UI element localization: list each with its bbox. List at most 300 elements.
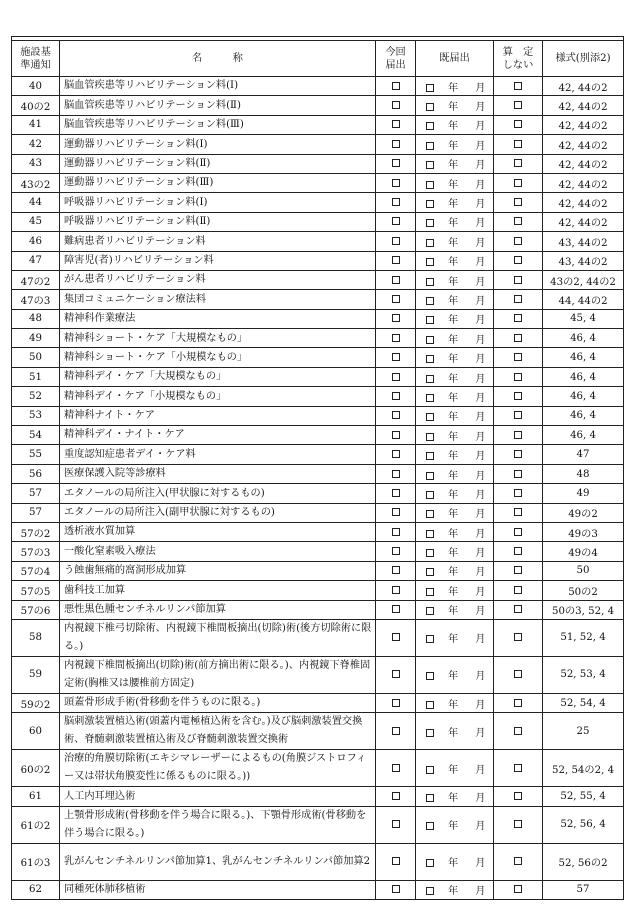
table-row (12, 290, 624, 309)
not-calculated-cell (494, 806, 543, 843)
format-cell: 52, 56の2 (543, 843, 624, 880)
already-filed-cell (416, 406, 494, 425)
already-filed-checkbox[interactable] (426, 181, 434, 189)
not-calculated-cell (494, 406, 543, 425)
month-label: 月 (475, 121, 486, 133)
current-filing-checkbox[interactable] (392, 276, 400, 284)
standard-no-cell: 52 (12, 387, 60, 406)
format-cell: 46, 4 (543, 406, 624, 425)
current-filing-cell (376, 656, 416, 693)
item-name-cell: 脳血管疾患等リハビリテーション料(Ⅲ) (60, 115, 376, 134)
year-label: 年 (448, 354, 459, 366)
current-filing-cell (376, 406, 416, 425)
format-cell: 46, 4 (543, 329, 624, 348)
not-calculated-cell (494, 309, 543, 328)
table-row (12, 154, 624, 173)
standard-no-cell: 47の3 (12, 290, 60, 309)
not-calculated-checkbox[interactable] (514, 411, 522, 419)
not-calculated-checkbox[interactable] (514, 353, 522, 361)
already-filed-checkbox[interactable] (426, 491, 434, 499)
month-label: 月 (475, 199, 486, 211)
not-calculated-checkbox[interactable] (514, 450, 522, 458)
already-filed-checkbox[interactable] (426, 530, 434, 538)
current-filing-checkbox[interactable] (392, 334, 400, 342)
table-row (12, 406, 624, 425)
already-filed-cell (416, 270, 494, 289)
month-label: 月 (475, 82, 486, 94)
header-not-calculated (494, 41, 543, 77)
already-filed-cell (416, 426, 494, 445)
item-name-cell: 上顎骨形成術(骨移動を伴う場合に限る。)、下顎骨形成術(骨移動を伴う場合に限る。) (60, 806, 376, 843)
current-filing-checkbox[interactable] (392, 885, 400, 893)
standard-no-cell: 62 (12, 880, 60, 899)
current-filing-cell (376, 193, 416, 212)
format-cell: 42, 44の2 (543, 173, 624, 192)
month-label: 月 (475, 276, 486, 288)
current-filing-checkbox[interactable] (392, 140, 400, 148)
already-filed-checkbox[interactable] (426, 472, 434, 480)
current-filing-cell (376, 173, 416, 192)
format-cell: 49の3 (543, 522, 624, 541)
year-label: 年 (448, 315, 459, 327)
item-name-cell: 運動器リハビリテーション料(Ⅲ) (60, 173, 376, 192)
standard-no-cell: 46 (12, 232, 60, 251)
already-filed-checkbox[interactable] (426, 413, 434, 421)
current-filing-checkbox[interactable] (392, 699, 400, 707)
not-calculated-cell (494, 522, 543, 541)
current-filing-checkbox[interactable] (392, 727, 400, 735)
current-filing-checkbox[interactable] (392, 353, 400, 361)
format-cell: 42, 44の2 (543, 115, 624, 134)
table-row (12, 329, 624, 348)
month-label: 月 (475, 334, 486, 346)
not-calculated-checkbox[interactable] (514, 295, 522, 303)
not-calculated-cell (494, 750, 543, 787)
already-filed-checkbox[interactable] (426, 336, 434, 344)
not-calculated-cell (494, 193, 543, 212)
year-label: 年 (448, 237, 459, 249)
not-calculated-cell (494, 135, 543, 154)
not-calculated-checkbox[interactable] (514, 120, 522, 128)
table-row (12, 656, 624, 693)
item-name-cell: 集団コミュニケーション療法料 (60, 290, 376, 309)
standard-no-cell: 60 (12, 713, 60, 750)
current-filing-cell (376, 843, 416, 880)
already-filed-checkbox[interactable] (426, 219, 434, 227)
already-filed-checkbox[interactable] (426, 161, 434, 169)
month-label: 月 (475, 431, 486, 443)
year-label: 年 (448, 470, 459, 482)
already-filed-cell (416, 619, 494, 656)
current-filing-checkbox[interactable] (392, 256, 400, 264)
month-label: 月 (475, 509, 486, 521)
facility-standards-table (11, 36, 624, 900)
not-calculated-cell (494, 445, 543, 464)
month-label: 月 (475, 821, 486, 833)
standard-no-cell: 48 (12, 309, 60, 328)
standard-no-cell: 57 (12, 484, 60, 503)
not-calculated-cell (494, 232, 543, 251)
already-filed-cell (416, 212, 494, 231)
already-filed-cell (416, 656, 494, 693)
year-label: 年 (448, 82, 459, 94)
not-calculated-cell (494, 96, 543, 115)
already-filed-checkbox[interactable] (426, 103, 434, 111)
standard-no-cell: 53 (12, 406, 60, 425)
already-filed-cell (416, 329, 494, 348)
header-not-calculated-line2: しない (502, 59, 534, 71)
already-filed-checkbox[interactable] (426, 316, 434, 324)
month-label: 月 (475, 218, 486, 230)
already-filed-cell (416, 348, 494, 367)
standard-no-cell: 45 (12, 212, 60, 231)
not-calculated-checkbox[interactable] (514, 547, 522, 555)
not-calculated-checkbox[interactable] (514, 489, 522, 497)
not-calculated-checkbox[interactable] (514, 633, 522, 641)
standard-no-cell: 41 (12, 115, 60, 134)
year-label: 年 (448, 295, 459, 307)
not-calculated-cell (494, 713, 543, 750)
not-calculated-checkbox[interactable] (514, 198, 522, 206)
year-label: 年 (448, 412, 459, 424)
not-calculated-checkbox[interactable] (514, 764, 522, 772)
not-calculated-cell (494, 561, 543, 580)
month-label: 月 (475, 237, 486, 249)
not-calculated-checkbox[interactable] (514, 820, 522, 828)
table-row (12, 522, 624, 541)
table-row (12, 426, 624, 445)
already-filed-cell (416, 600, 494, 619)
not-calculated-cell (494, 464, 543, 483)
header-current-filing-line1: 今回 (385, 46, 406, 58)
current-filing-checkbox[interactable] (392, 217, 400, 225)
current-filing-cell (376, 290, 416, 309)
not-calculated-cell (494, 656, 543, 693)
standard-no-cell: 42 (12, 135, 60, 154)
current-filing-checkbox[interactable] (392, 431, 400, 439)
current-filing-cell (376, 693, 416, 712)
not-calculated-checkbox[interactable] (514, 508, 522, 516)
already-filed-cell (416, 77, 494, 96)
not-calculated-cell (494, 880, 543, 899)
current-filing-cell (376, 348, 416, 367)
already-filed-checkbox[interactable] (426, 433, 434, 441)
item-name-cell: 乳がんセンチネルリンパ節加算1、乳がんセンチネルリンパ節加算2 (60, 843, 376, 880)
current-filing-checkbox[interactable] (392, 411, 400, 419)
not-calculated-checkbox[interactable] (514, 857, 522, 865)
format-cell: 52, 54の2, 4 (543, 750, 624, 787)
not-calculated-cell (494, 581, 543, 600)
already-filed-checkbox[interactable] (426, 766, 434, 774)
current-filing-checkbox[interactable] (392, 792, 400, 800)
not-calculated-cell (494, 484, 543, 503)
not-calculated-checkbox[interactable] (514, 373, 522, 381)
current-filing-checkbox[interactable] (392, 764, 400, 772)
table-row (12, 173, 624, 192)
current-filing-cell (376, 713, 416, 750)
item-name-cell: 精神科デイ・ケア「小規模なもの」 (60, 387, 376, 406)
year-label: 年 (448, 586, 459, 598)
already-filed-checkbox[interactable] (426, 84, 434, 92)
already-filed-checkbox[interactable] (426, 859, 434, 867)
not-calculated-checkbox[interactable] (514, 237, 522, 245)
not-calculated-checkbox[interactable] (514, 392, 522, 400)
month-label: 月 (475, 451, 486, 463)
item-name-cell: 運動器リハビリテーション料(Ⅱ) (60, 154, 376, 173)
not-calculated-checkbox[interactable] (514, 179, 522, 187)
not-calculated-cell (494, 329, 543, 348)
item-name-cell: 同種死体肺移植術 (60, 880, 376, 899)
item-name-cell: 重度認知症患者デイ・ケア料 (60, 445, 376, 464)
format-cell: 50の3, 52, 4 (543, 600, 624, 619)
format-cell: 46, 4 (543, 426, 624, 445)
already-filed-checkbox[interactable] (426, 375, 434, 383)
current-filing-cell (376, 542, 416, 561)
year-label: 年 (448, 858, 459, 870)
month-label: 月 (475, 586, 486, 598)
not-calculated-checkbox[interactable] (514, 727, 522, 735)
standard-no-cell: 40 (12, 77, 60, 96)
month-label: 月 (475, 567, 486, 579)
not-calculated-checkbox[interactable] (514, 885, 522, 893)
not-calculated-checkbox[interactable] (514, 140, 522, 148)
already-filed-checkbox[interactable] (426, 510, 434, 518)
year-label: 年 (448, 886, 459, 898)
format-cell: 50 (543, 561, 624, 580)
table-row (12, 387, 624, 406)
not-calculated-checkbox[interactable] (514, 670, 522, 678)
header-current-filing-line2: 届出 (385, 59, 406, 71)
not-calculated-checkbox[interactable] (514, 470, 522, 478)
format-cell: 43の2, 44の2 (543, 270, 624, 289)
current-filing-checkbox[interactable] (392, 314, 400, 322)
not-calculated-checkbox[interactable] (514, 586, 522, 594)
not-calculated-checkbox[interactable] (514, 605, 522, 613)
current-filing-checkbox[interactable] (392, 82, 400, 90)
already-filed-checkbox[interactable] (426, 607, 434, 615)
already-filed-cell (416, 154, 494, 173)
table-row (12, 843, 624, 880)
already-filed-checkbox[interactable] (426, 887, 434, 895)
standard-no-cell: 43の2 (12, 173, 60, 192)
year-label: 年 (448, 102, 459, 114)
format-cell: 49の2 (543, 503, 624, 522)
current-filing-checkbox[interactable] (392, 528, 400, 536)
header-standard-no-line2: 準通知 (20, 59, 51, 71)
already-filed-checkbox[interactable] (426, 200, 434, 208)
already-filed-checkbox[interactable] (426, 701, 434, 709)
item-name-cell: 内視鏡下椎弓切除術、内視鏡下椎間板摘出(切除)術(後方切除術に限る。) (60, 619, 376, 656)
already-filed-cell (416, 806, 494, 843)
current-filing-checkbox[interactable] (392, 605, 400, 613)
format-cell: 51, 52, 4 (543, 619, 624, 656)
not-calculated-cell (494, 290, 543, 309)
not-calculated-checkbox[interactable] (514, 566, 522, 574)
month-label: 月 (475, 373, 486, 385)
current-filing-cell (376, 503, 416, 522)
year-label: 年 (448, 793, 459, 805)
item-name-cell: 呼吸器リハビリテーション料(Ⅱ) (60, 212, 376, 231)
already-filed-checkbox[interactable] (426, 822, 434, 830)
table-row (12, 750, 624, 787)
already-filed-cell (416, 484, 494, 503)
table-row (12, 693, 624, 712)
current-filing-checkbox[interactable] (392, 120, 400, 128)
format-cell: 50の2 (543, 581, 624, 600)
current-filing-checkbox[interactable] (392, 237, 400, 245)
current-filing-checkbox[interactable] (392, 508, 400, 516)
header-not-calculated-line1: 算 定 (502, 46, 534, 58)
already-filed-cell (416, 561, 494, 580)
not-calculated-checkbox[interactable] (514, 101, 522, 109)
not-calculated-checkbox[interactable] (514, 217, 522, 225)
month-label: 月 (475, 489, 486, 501)
not-calculated-checkbox[interactable] (514, 528, 522, 536)
already-filed-checkbox[interactable] (426, 142, 434, 150)
standard-no-cell: 61の2 (12, 806, 60, 843)
already-filed-checkbox[interactable] (426, 588, 434, 596)
current-filing-checkbox[interactable] (392, 547, 400, 555)
already-filed-checkbox[interactable] (426, 568, 434, 576)
already-filed-checkbox[interactable] (426, 355, 434, 363)
format-cell: 45, 4 (543, 309, 624, 328)
already-filed-checkbox[interactable] (426, 672, 434, 680)
format-cell: 44, 44の2 (543, 290, 624, 309)
current-filing-cell (376, 309, 416, 328)
not-calculated-checkbox[interactable] (514, 792, 522, 800)
format-cell: 42, 44の2 (543, 154, 624, 173)
table-row (12, 232, 624, 251)
already-filed-checkbox[interactable] (426, 297, 434, 305)
not-calculated-checkbox[interactable] (514, 256, 522, 264)
table-row (12, 581, 624, 600)
format-cell: 25 (543, 713, 624, 750)
month-label: 月 (475, 606, 486, 618)
format-cell: 43, 44の2 (543, 232, 624, 251)
table-row (12, 251, 624, 270)
format-cell: 52, 53, 4 (543, 656, 624, 693)
not-calculated-checkbox[interactable] (514, 431, 522, 439)
current-filing-cell (376, 251, 416, 270)
not-calculated-cell (494, 115, 543, 134)
table-row (12, 96, 624, 115)
current-filing-checkbox[interactable] (392, 566, 400, 574)
already-filed-cell (416, 96, 494, 115)
already-filed-checkbox[interactable] (426, 729, 434, 737)
current-filing-checkbox[interactable] (392, 101, 400, 109)
current-filing-checkbox[interactable] (392, 198, 400, 206)
current-filing-cell (376, 581, 416, 600)
not-calculated-cell (494, 387, 543, 406)
item-name-cell: 透析液水質加算 (60, 522, 376, 541)
item-name-cell: 精神科作業療法 (60, 309, 376, 328)
standard-no-cell: 44 (12, 193, 60, 212)
standard-no-cell: 51 (12, 367, 60, 386)
not-calculated-checkbox[interactable] (514, 82, 522, 90)
already-filed-checkbox[interactable] (426, 278, 434, 286)
year-label: 年 (448, 764, 459, 776)
current-filing-cell (376, 270, 416, 289)
not-calculated-checkbox[interactable] (514, 159, 522, 167)
already-filed-checkbox[interactable] (426, 452, 434, 460)
table-row (12, 212, 624, 231)
not-calculated-checkbox[interactable] (514, 699, 522, 707)
already-filed-checkbox[interactable] (426, 122, 434, 130)
current-filing-checkbox[interactable] (392, 489, 400, 497)
not-calculated-checkbox[interactable] (514, 276, 522, 284)
not-calculated-cell (494, 843, 543, 880)
already-filed-checkbox[interactable] (426, 635, 434, 643)
month-label: 月 (475, 392, 486, 404)
format-cell: 42, 44の2 (543, 193, 624, 212)
year-label: 年 (448, 392, 459, 404)
year-label: 年 (448, 489, 459, 501)
month-label: 月 (475, 354, 486, 366)
item-name-cell: 障害児(者)リハビリテーション料 (60, 251, 376, 270)
current-filing-cell (376, 115, 416, 134)
already-filed-checkbox[interactable] (426, 794, 434, 802)
item-name-cell: 内視鏡下椎間板摘出(切除)術(前方摘出術に限る。)、内視鏡下脊椎固定術(胸椎又は腰椎前方固定) (60, 656, 376, 693)
item-name-cell: う蝕歯無痛的窩洞形成加算 (60, 561, 376, 580)
format-cell: 47 (543, 445, 624, 464)
table-header-row (12, 41, 624, 77)
current-filing-cell (376, 77, 416, 96)
already-filed-checkbox[interactable] (426, 549, 434, 557)
current-filing-checkbox[interactable] (392, 179, 400, 187)
current-filing-checkbox[interactable] (392, 586, 400, 594)
current-filing-checkbox[interactable] (392, 450, 400, 458)
not-calculated-cell (494, 173, 543, 192)
current-filing-checkbox[interactable] (392, 670, 400, 678)
item-name-cell: エタノールの局所注入(副甲状腺に対するもの) (60, 503, 376, 522)
month-label: 月 (475, 179, 486, 191)
current-filing-checkbox[interactable] (392, 820, 400, 828)
month-label: 月 (475, 295, 486, 307)
already-filed-cell (416, 750, 494, 787)
standard-no-cell: 47 (12, 251, 60, 270)
year-label: 年 (448, 528, 459, 540)
current-filing-checkbox[interactable] (392, 633, 400, 641)
header-name: 名 称 (60, 41, 376, 77)
item-name-cell: 人工内耳埋込術 (60, 787, 376, 806)
table-row (12, 713, 624, 750)
current-filing-checkbox[interactable] (392, 857, 400, 865)
item-name-cell: 精神科デイ・ナイト・ケア (60, 426, 376, 445)
already-filed-checkbox[interactable] (426, 239, 434, 247)
item-name-cell: 精神科ショート・ケア「小規模なもの」 (60, 348, 376, 367)
not-calculated-checkbox[interactable] (514, 334, 522, 342)
standard-no-cell: 50 (12, 348, 60, 367)
current-filing-checkbox[interactable] (392, 373, 400, 381)
year-label: 年 (448, 821, 459, 833)
current-filing-checkbox[interactable] (392, 159, 400, 167)
current-filing-cell (376, 367, 416, 386)
current-filing-checkbox[interactable] (392, 295, 400, 303)
format-cell: 52, 55, 4 (543, 787, 624, 806)
year-label: 年 (448, 140, 459, 152)
already-filed-checkbox[interactable] (426, 394, 434, 402)
current-filing-checkbox[interactable] (392, 470, 400, 478)
already-filed-checkbox[interactable] (426, 258, 434, 266)
format-cell: 46, 4 (543, 348, 624, 367)
format-cell: 49 (543, 484, 624, 503)
current-filing-checkbox[interactable] (392, 392, 400, 400)
standard-no-cell: 43 (12, 154, 60, 173)
table-row (12, 193, 624, 212)
item-name-cell: 脳血管疾患等リハビリテーション料(Ⅱ) (60, 96, 376, 115)
item-name-cell: 一酸化窒素吸入療法 (60, 542, 376, 561)
not-calculated-checkbox[interactable] (514, 314, 522, 322)
